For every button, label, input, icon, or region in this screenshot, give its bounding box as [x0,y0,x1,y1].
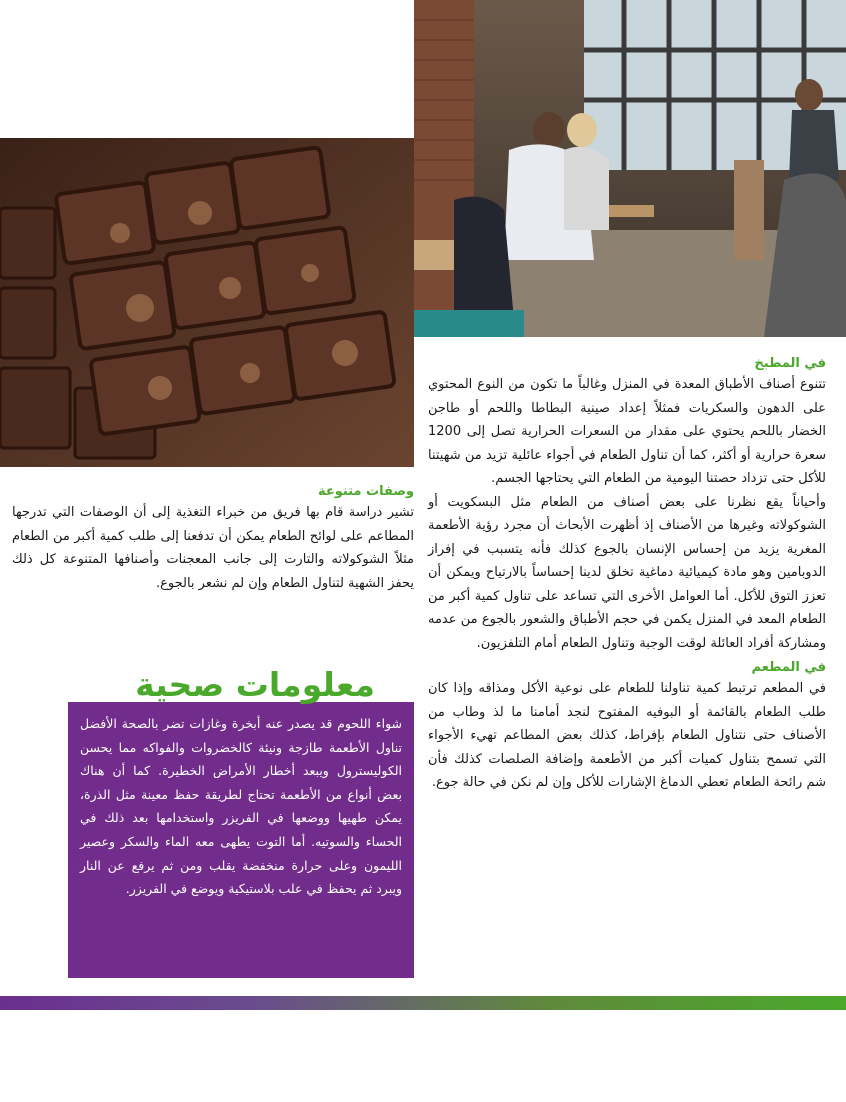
cafe-photo [414,0,846,337]
varied-recipes-heading: وصفات متنوعة [317,484,414,499]
right-column [428,355,826,795]
kitchen-paragraph-1: تتنوع أصناف الأطباق المعدة في المنزل وغالباً ما تكون من النوع المحتوي على الدهون والسكريات فمثلاً إعداد صينية البطاطا واللحم أو طاجن الخضار باللحم يحتوي على مقدار من السعرات الحرارية تصل إلى 1200 سعرة حرارية أو أكثر، كما أن تناول الطعام في أجواء عائلية تزيد من شهيتنا للأكل حتى تزداد حصتنا اليومية من الطعام التي يحتاجها الجسم. [428,377,826,486]
health-info-box [68,702,414,978]
kitchen-heading: في المطبخ [754,356,826,371]
restaurant-heading: في المطعم [751,660,826,675]
health-info-title: معلومات صحية [135,665,375,704]
varied-recipes-paragraph: تشير دراسة قام بها فريق من خبراء التغذية إلى أن الوصفات التي تدرجها المطاعم على لوائح الطعام يمكن أن تدفعنا إلى طلب كمية أكبر من الطعام مثلاً الشوكولاته والتارت إلى جانب المعجنات وأصنافها المتنوعة كل ذلك يحفز الشهية لتناول الطعام وإن لم نشعر بالجوع. [12,505,414,591]
chocolate-photo [0,138,414,467]
health-info-paragraph: شواء اللحوم قد يصدر عنه أبخرة وغازات تضر بالصحة الأفضل تناول الأطعمة طازجة ونيئة كالخضروات والفواكه مما يحسن الكوليسترول ويبعد أخطار الأمراض الخطيرة. كما أن هناك بعض أنواع من الأطعمة تحتاج لطريقة حفظ معينة مثل الذرة، يمكن طهيها ووضعها في الفريزر واستخدامها بعد ذلك في الحساء والسوتيه. أما التوت يطهى معه الماء والسكر وعصير الليمون وعلى حرارة منخفضة يقلب ومن ثم يرفع عن النار ويبرد ثم يحفظ في علب بلاستيكية ويوضع في الفريزر. [80,716,402,897]
left-column [12,483,414,595]
kitchen-paragraph-2: وأحياناً يقع نظرنا على بعض أصناف من الطعام مثل البسكويت أو الشوكولاته وغيرها من الأصناف إذ أظهرت الأبحاث أن مجرد رؤية الأطعمة المغرية يزيد من إحساس الإنسان بالجوع كذلك فأنه يتسبب في إفراز الدوبامين وهو مادة كيميائية دماغية تخلق لدينا إحساساً بالارتياح ويمكن أن تعزز التوق للأكل. أما العوامل الأخرى التي تساعد على تناول كمية أكبر من الطعام المعد في المنزل يكمن في حجم الأطباق والشعور بالجوع من عدمه ومشاركة أفراد العائلة لوقت الوجبة وتناول الطعام أمام التلفزيون. [428,494,826,651]
bottom-gradient-bar [0,996,846,1010]
restaurant-paragraph: في المطعم ترتبط كمية تناولنا للطعام على نوعية الأكل ومذاقه وإذا كان طلب الطعام بالقائمة أو البوفيه المفتوح لنجد أمامنا ما لذ وطاب من الأصناف حتى نتناول الطعام بإفراط، كذلك بعض المطاعم تهيء الأجواء التي تسمح بتناول كميات أكبر من الأطعمة وإضافة الصلصات كذلك فأن شم رائحة الطعام تعطي الدماغ الإشارات للأكل وإن لم نكن في حالة جوع. [428,681,826,790]
